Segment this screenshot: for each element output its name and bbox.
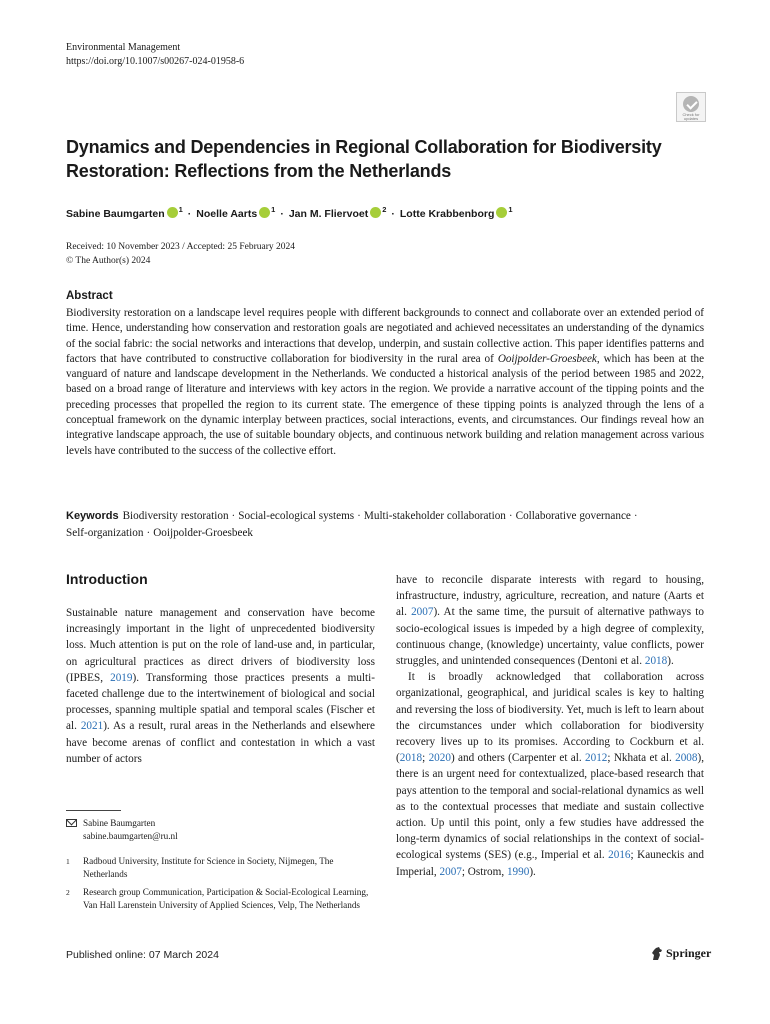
keywords: Keywords Biodiversity restoration · Social-ecological systems · Multi-stakeholder collaboration · Collaborative governance · Self-organization · Ooijpolder-Groesbeek <box>66 510 638 539</box>
publisher-name: Springer <box>666 946 712 960</box>
published-online: Published online: 07 March 2024 <box>66 949 219 961</box>
paragraph: Sustainable nature management and conservation have become increasingly important in the light of unprecedented biodiversity loss. Much attention is put on the role of land-use and, in particular, on agricultural practices as direct drivers of biodiversity loss (IPBES, 2019). Transforming those practices presents a multi-faceted challenge due to the intertwinement of biological and social processes, spanning multiple spatial and temporal scales (Fischer et al. 2021). As a result, rural areas in the Netherlands and elsewhere have become arenas of conflict and contestation in which a vast number of actors <box>66 607 375 765</box>
affiliation-text: Radboud University, Institute for Science in Society, Nijmegen, The Netherlands <box>83 856 334 879</box>
springer-horse-icon <box>651 947 663 961</box>
citation-link[interactable]: 2021 <box>80 720 104 733</box>
affiliation-mark: 1 <box>271 205 276 214</box>
check-for-updates-badge[interactable] <box>676 92 706 122</box>
affiliation-mark: 1 <box>178 205 183 214</box>
received-accepted: Received: 10 November 2023 / Accepted: 25 February 2024 <box>66 242 295 252</box>
citation-link[interactable]: 2012 <box>585 752 608 765</box>
affiliation-number: 2 <box>66 888 70 897</box>
section-heading-introduction: Introduction <box>66 571 148 587</box>
citation-link[interactable]: 2016 <box>608 849 631 862</box>
abstract-text: Biodiversity restoration on a landscape level requires people with different backgrounds to connect and collaborate over an extended period of time. Hence, understanding how conservation and restoration goals are negotiated and achieved necessitates an understanding of the dynamics of the social fabric: the social networks and interactions that develop, underpin, and sustain collective action. This paper identifies patterns and factors that have contributed to constructive collaboration for biodiversity in the rural area of Ooijpolder-Groesbeek, which has been at the vanguard of nature and landscape development in the Netherlands. We conducted a historical analysis of the period between 1985 and 2022, based on a broad range of literature and interviews with key actors in the region. We provide a narrative account of the tipping points and the preceding processes that propelled the region to its current state. The emergence of these tipping points is analyzed through the lens of a conceptual framework on the dynamic interplay between practices, social interactions, events, and circumstances. Our findings reveal how an integrative landscape approach, the use of suitable boundary objects, and continuous network building and relation management across various levels have contributed to the success of the collective effort. <box>66 307 704 457</box>
keyword: Social-ecological systems <box>238 510 355 522</box>
paragraph: It is broadly acknowledged that collaboration across organizational, geographical, and juridical scales is key to halting and reversing the loss of biodiversity. Yet, much is left to learn about the circumstances under which collaboration for biodiversity recovery lives up to its promises. According to Cockburn et al. (2018; 2020) and others (Carpenter et al. 2012; Nkhata et al. 2008), there is an urgent need for contextualized, place-based research that pays attention to the temporal and social-relational dynamics as well as to the contextual processes that mediate and sustain collective action. Up until this point, only a few studies have addressed the long-term dynamics of social relationships in the context of social-ecological systems (SES) (e.g., Imperial et al. 2016; Kauneckis and Imperial, 2007; Ostrom, 1990). <box>396 671 705 878</box>
corresponding-author <box>66 817 376 843</box>
abstract-heading: Abstract <box>66 290 113 302</box>
citation-link[interactable]: 2007 <box>439 865 462 878</box>
author-list: Sabine Baumgarten $^1$ · Noelle Aarts $^1$ · Jan M. Fliervoet $^2$ · Lotte Krabbenborg $^1$ <box>66 205 513 220</box>
citation-link[interactable]: 2007 <box>411 606 434 619</box>
citation-link[interactable]: 2008 <box>675 752 698 765</box>
envelope-icon <box>66 819 77 827</box>
orcid-icon[interactable] <box>167 207 178 218</box>
author-name: Lotte Krabbenborg <box>399 208 495 220</box>
orcid-icon[interactable] <box>370 207 381 218</box>
orcid-icon[interactable] <box>496 207 507 218</box>
affiliation-mark: 1 <box>508 205 513 214</box>
corresponding-name: Sabine Baumgarten <box>83 818 156 828</box>
keyword: Multi-stakeholder collaboration <box>363 510 506 522</box>
citation-link[interactable]: 2019 <box>110 671 133 684</box>
keyword: Ooijpolder-Groesbeek <box>153 526 254 539</box>
citation-link[interactable]: 1990 <box>506 865 530 878</box>
author-name: Noelle Aarts <box>196 208 258 220</box>
doi-link[interactable]: https://doi.org/10.1007/s00267-024-01958-6 <box>66 56 245 67</box>
keywords-label: Keywords <box>66 510 119 522</box>
affiliation-mark: 2 <box>382 205 387 214</box>
paper-title: Dynamics and Dependencies in Regional Collaboration for Biodiversity Restoration: Reflections from the Netherlands <box>66 137 662 181</box>
affiliation-2 <box>66 886 376 912</box>
place-name: Ooijpolder-Groesbeek <box>497 352 597 365</box>
citation-link[interactable]: 2018 <box>644 655 668 668</box>
affiliation-1 <box>66 855 376 881</box>
publisher-logo <box>651 946 711 961</box>
keyword: Biodiversity restoration <box>122 510 229 522</box>
author-name: Jan M. Fliervoet <box>288 208 369 220</box>
check-icon <box>683 96 699 112</box>
journal-header <box>66 41 244 69</box>
affiliation-number: 1 <box>66 857 70 866</box>
citation-link[interactable]: 2018 <box>399 752 423 765</box>
orcid-icon[interactable] <box>259 207 270 218</box>
copyright: © The Author(s) 2024 <box>66 256 151 266</box>
body-column-right <box>396 572 704 880</box>
keyword: Collaborative governance <box>515 510 631 522</box>
journal-name: Environmental Management <box>66 42 181 53</box>
publication-dates <box>66 240 295 268</box>
corresponding-email[interactable]: sabine.baumgarten@ru.nl <box>83 831 178 841</box>
check-for-updates-text: Check for updates <box>682 112 700 121</box>
paragraph: have to reconcile disparate interests with regard to housing, infrastructure, industry, agriculture, recreation, and nature (Aarts et al. 2007). At the same time, the pursuit of alternative pathways to socio-ecological issues is impeded by a high degree of complexity, continuous change, (knowledge) uncertainty, value conflicts, power struggles, and unintended consequences (Dentoni et al. 2018). <box>396 574 704 668</box>
author-name: Sabine Baumgarten <box>66 208 165 220</box>
body-column-left <box>66 605 375 767</box>
keyword: Self-organization <box>66 526 144 539</box>
citation-link[interactable]: 2020 <box>428 752 451 765</box>
affiliation-text: Research group Communication, Participation & Social-Ecological Learning, Van Hall Larenstein University of Applied Sciences, Velp, The Netherlands <box>83 887 369 910</box>
footnote-divider <box>66 810 121 811</box>
